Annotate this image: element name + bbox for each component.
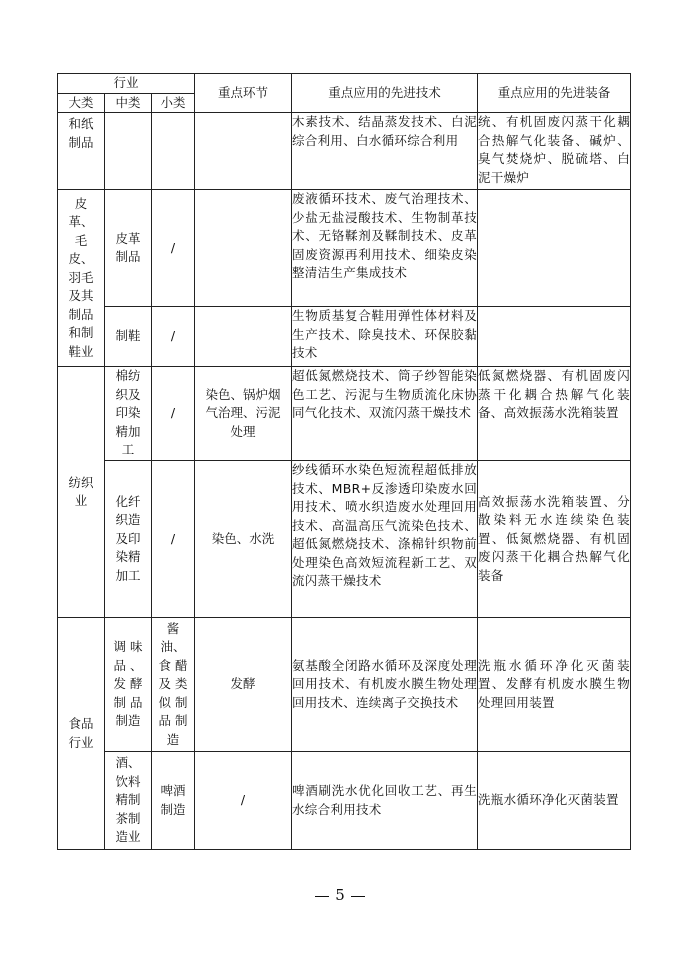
cell-key-link: 发酵 [195,618,292,752]
table-row [58,461,631,618]
industry-technology-table [57,73,631,850]
cell-minor [152,113,195,190]
page-number [0,886,680,904]
cell-equipment [478,307,631,367]
cell-equipment: 洗瓶水循环净化灭菌装置、发酵有机废水膜生物处理回用装置 [478,618,631,752]
cell-minor: / [152,307,195,367]
cell-major: 皮 革、 毛 皮、 羽毛 及其 制品 和制 鞋业 [58,190,105,367]
cell-minor: 酱 油、 食 醋 及 类 似 制 品 制 造 [152,618,195,752]
cell-minor: / [152,190,195,307]
cell-key-link: 染色、水洗 [195,461,292,618]
header-equipment: 重点应用的先进装备 [478,74,631,113]
cell-medium: 酒、 饮料 精制 茶制 造业 [105,752,152,850]
dash-left [315,896,329,897]
cell-tech: 生物质基复合鞋用弹性体材料及生产技术、除臭技术、环保胶黏技术 [292,307,478,367]
cell-equipment: 统、有机固废闪蒸干化耦合热解气化装备、碱炉、臭气焚烧炉、脱硫塔、白泥干燥炉 [478,113,631,190]
cell-tech: 木素技术、结晶蒸发技术、白泥综合利用、白水循环综合利用 [292,113,478,190]
cell-equipment [478,190,631,307]
cell-medium: 棉纺 织及 印染 精加 工 [105,367,152,461]
table-row [58,307,631,367]
cell-tech: 纱线循环水染色短流程超低排放技术、MBR+反渗透印染废水回用技术、喷水织造废水处理回用技术、高温高压气流染色技术、超低氮燃烧技术、涤棉针织物前处理染色高效短流程新工艺、双流闪蒸干燥技术 [292,461,478,618]
cell-tech: 废液循环技术、废气治理技术、少盐无盐浸酸技术、生物制革技术、无铬鞣剂及鞣制技术、皮革固废资源再利用技术、细染皮染整清洁生产集成技术 [292,190,478,307]
table-row [58,752,631,850]
cell-equipment: 高效振荡水洗箱装置、分散染料无水连续染色装置、低氮燃烧器、有机固废闪蒸干化耦合热解气化装备 [478,461,631,618]
cell-medium: 调 味 品 、 发 酵 制 品 制造 [105,618,152,752]
cell-minor: / [152,461,195,618]
header-medium: 中类 [105,93,152,113]
cell-medium: 化纤 织造 及印 染精 加工 [105,461,152,618]
cell-key-link: / [195,752,292,850]
cell-equipment: 低氮燃烧器、有机固废闪蒸干化耦合热解气化装备、高效振荡水洗箱装置 [478,367,631,461]
cell-key-link [195,307,292,367]
header-row-1 [58,74,631,94]
header-major: 大类 [58,93,105,113]
cell-medium: 制鞋 [105,307,152,367]
table-row [58,618,631,752]
table-row [58,113,631,190]
dash-right [351,896,365,897]
header-tech: 重点应用的先进技术 [292,74,478,113]
cell-tech: 氨基酸全闭路水循环及深度处理回用技术、有机废水膜生物处理回用技术、连续离子交换技术 [292,618,478,752]
table-row [58,367,631,461]
cell-minor: / [152,367,195,461]
cell-medium [105,113,152,190]
cell-major: 食品 行业 [58,618,105,850]
cell-tech: 啤酒刷洗水优化回收工艺、再生水综合利用技术 [292,752,478,850]
table-row [58,190,631,307]
page-number-value: 5 [335,886,345,904]
cell-equipment: 洗瓶水循环净化灭菌装置 [478,752,631,850]
cell-major: 和纸 制品 [58,113,105,190]
cell-key-link [195,190,292,307]
cell-tech: 超低氮燃烧技术、筒子纱智能染色工艺、污泥与生物质流化床协同气化技术、双流闪蒸干燥技术 [292,367,478,461]
header-industry: 行业 [58,74,195,94]
header-minor: 小类 [152,93,195,113]
cell-major: 纺织 业 [58,367,105,618]
cell-key-link: 染色、锅炉烟气治理、污泥处理 [195,367,292,461]
cell-key-link [195,113,292,190]
header-key-link: 重点环节 [195,74,292,113]
cell-minor: 啤酒 制造 [152,752,195,850]
cell-medium: 皮革 制品 [105,190,152,307]
